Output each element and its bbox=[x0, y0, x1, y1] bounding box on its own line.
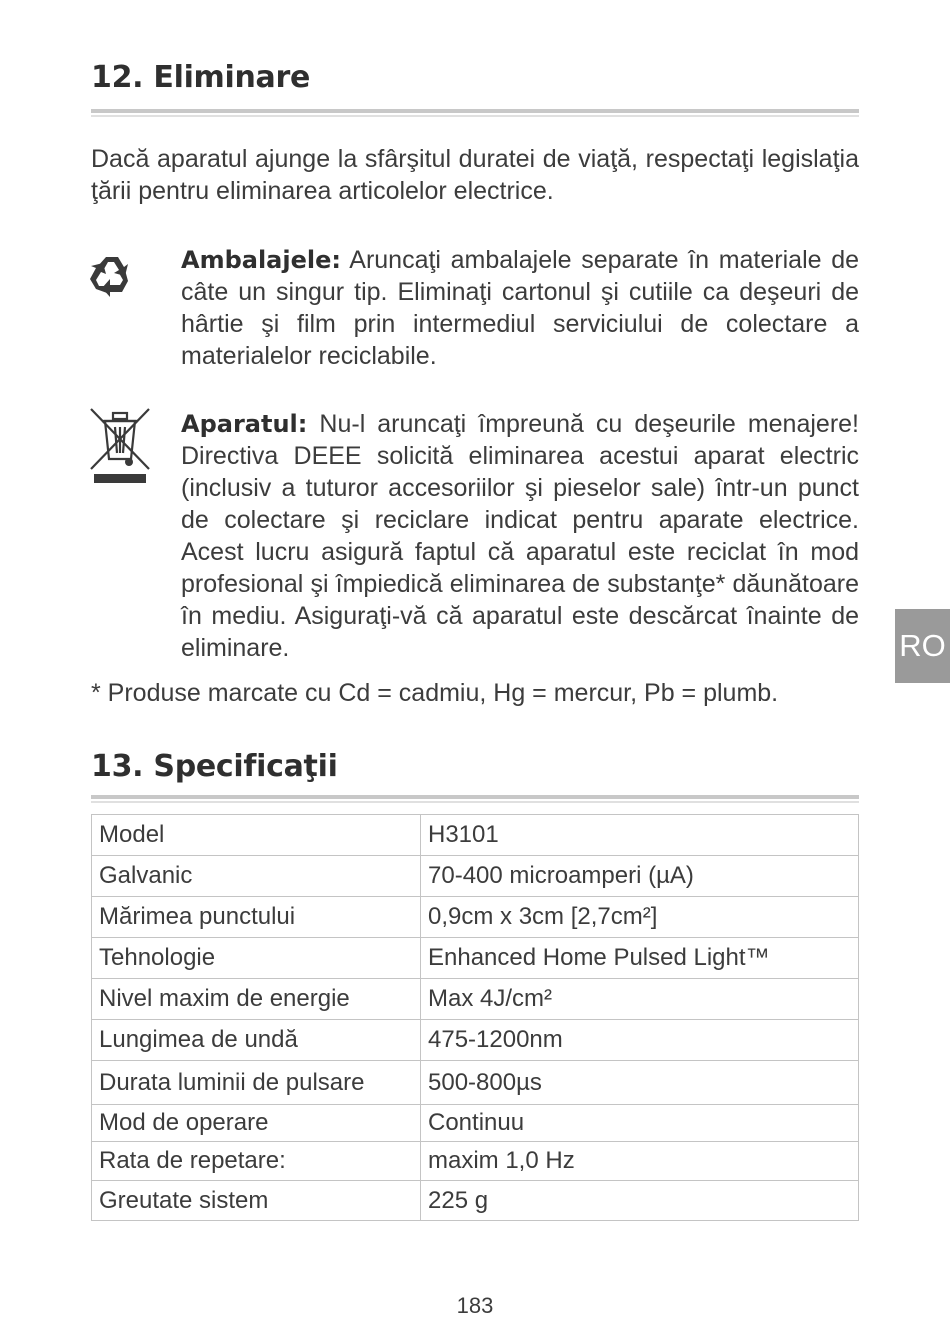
spec-value: 475-1200nm bbox=[421, 1020, 859, 1061]
disposal-intro: Dacă aparatul ajunge la sfârşitul duratei de viaţă, respectaţi legislaţia ţării pentru eliminarea articolelor electrice. bbox=[91, 145, 859, 205]
spec-key: Durata luminii de pulsare bbox=[92, 1061, 421, 1105]
table-row bbox=[92, 856, 859, 897]
spec-key: Lungimea de undă bbox=[92, 1020, 421, 1061]
spec-value: maxim 1,0 Hz bbox=[421, 1142, 859, 1181]
spec-key: Greutate sistem bbox=[92, 1181, 421, 1221]
spec-value: 225 g bbox=[421, 1181, 859, 1221]
appliance-text: Nu-l aruncaţi împreună cu deşeurile menajere! Directiva DEEE solicită eliminarea acestui aparat electric (inclusiv a tuturor accesoriilor şi pieselor sale) într-un punct de colectare şi reciclare indicat pentru aparate electrice. Acest lucru asigură faptul că aparatul este reciclat în mod profesional şi împiedică eliminarea de substanţe* dăunătoare în mediu. Asiguraţi-vă că aparatul este descărcat înainte de eliminare. bbox=[181, 410, 859, 662]
packaging-paragraph bbox=[181, 244, 859, 372]
language-tab: RO bbox=[895, 609, 950, 683]
spec-key: Mod de operare bbox=[92, 1105, 421, 1142]
section-13-rule bbox=[91, 795, 859, 803]
appliance-paragraph bbox=[181, 408, 859, 664]
spec-value: 500-800µs bbox=[421, 1061, 859, 1105]
spec-value: Enhanced Home Pulsed Light™ bbox=[421, 938, 859, 979]
spec-value: 0,9cm x 3cm [2,7cm²] bbox=[421, 897, 859, 938]
table-row bbox=[92, 1020, 859, 1061]
spec-value: H3101 bbox=[421, 815, 859, 856]
recycle-icon bbox=[88, 251, 136, 299]
spec-value: Max 4J/cm² bbox=[421, 979, 859, 1020]
hazard-footnote: * Produse marcate cu Cd = cadmiu, Hg = mercur, Pb = plumb. bbox=[91, 679, 779, 707]
spec-value: Continuu bbox=[421, 1105, 859, 1142]
table-row bbox=[92, 1105, 859, 1142]
packaging-text: Aruncaţi ambalajele separate în materiale de câte un singur tip. Eliminaţi cartonul şi cutiile ca deşeuri de hârtie şi film prin intermediul serviciului de colectare a materialelor reciclabile. bbox=[181, 246, 859, 370]
spec-key: Mărimea punctului bbox=[92, 897, 421, 938]
spec-key: Rata de repetare: bbox=[92, 1142, 421, 1181]
table-row bbox=[92, 1061, 859, 1105]
spec-value: 70-400 microamperi (µA) bbox=[421, 856, 859, 897]
table-row bbox=[92, 897, 859, 938]
spec-key: Tehnologie bbox=[92, 938, 421, 979]
packaging-label: Ambalajele: bbox=[181, 246, 341, 274]
appliance-label: Aparatul: bbox=[181, 410, 308, 438]
crossed-out-bin-icon bbox=[89, 407, 151, 485]
table-row bbox=[92, 1142, 859, 1181]
section-12-rule bbox=[91, 109, 859, 117]
section-12-heading: 12. Eliminare bbox=[91, 60, 311, 95]
specifications-table bbox=[91, 814, 859, 1221]
spec-key: Model bbox=[92, 815, 421, 856]
spec-key: Galvanic bbox=[92, 856, 421, 897]
table-row bbox=[92, 938, 859, 979]
page-number: 183 bbox=[456, 1293, 494, 1318]
table-row bbox=[92, 1181, 859, 1221]
spec-key: Nivel maxim de energie bbox=[92, 979, 421, 1020]
table-row bbox=[92, 979, 859, 1020]
table-row bbox=[92, 815, 859, 856]
section-13-heading: 13. Specificaţii bbox=[91, 749, 338, 784]
